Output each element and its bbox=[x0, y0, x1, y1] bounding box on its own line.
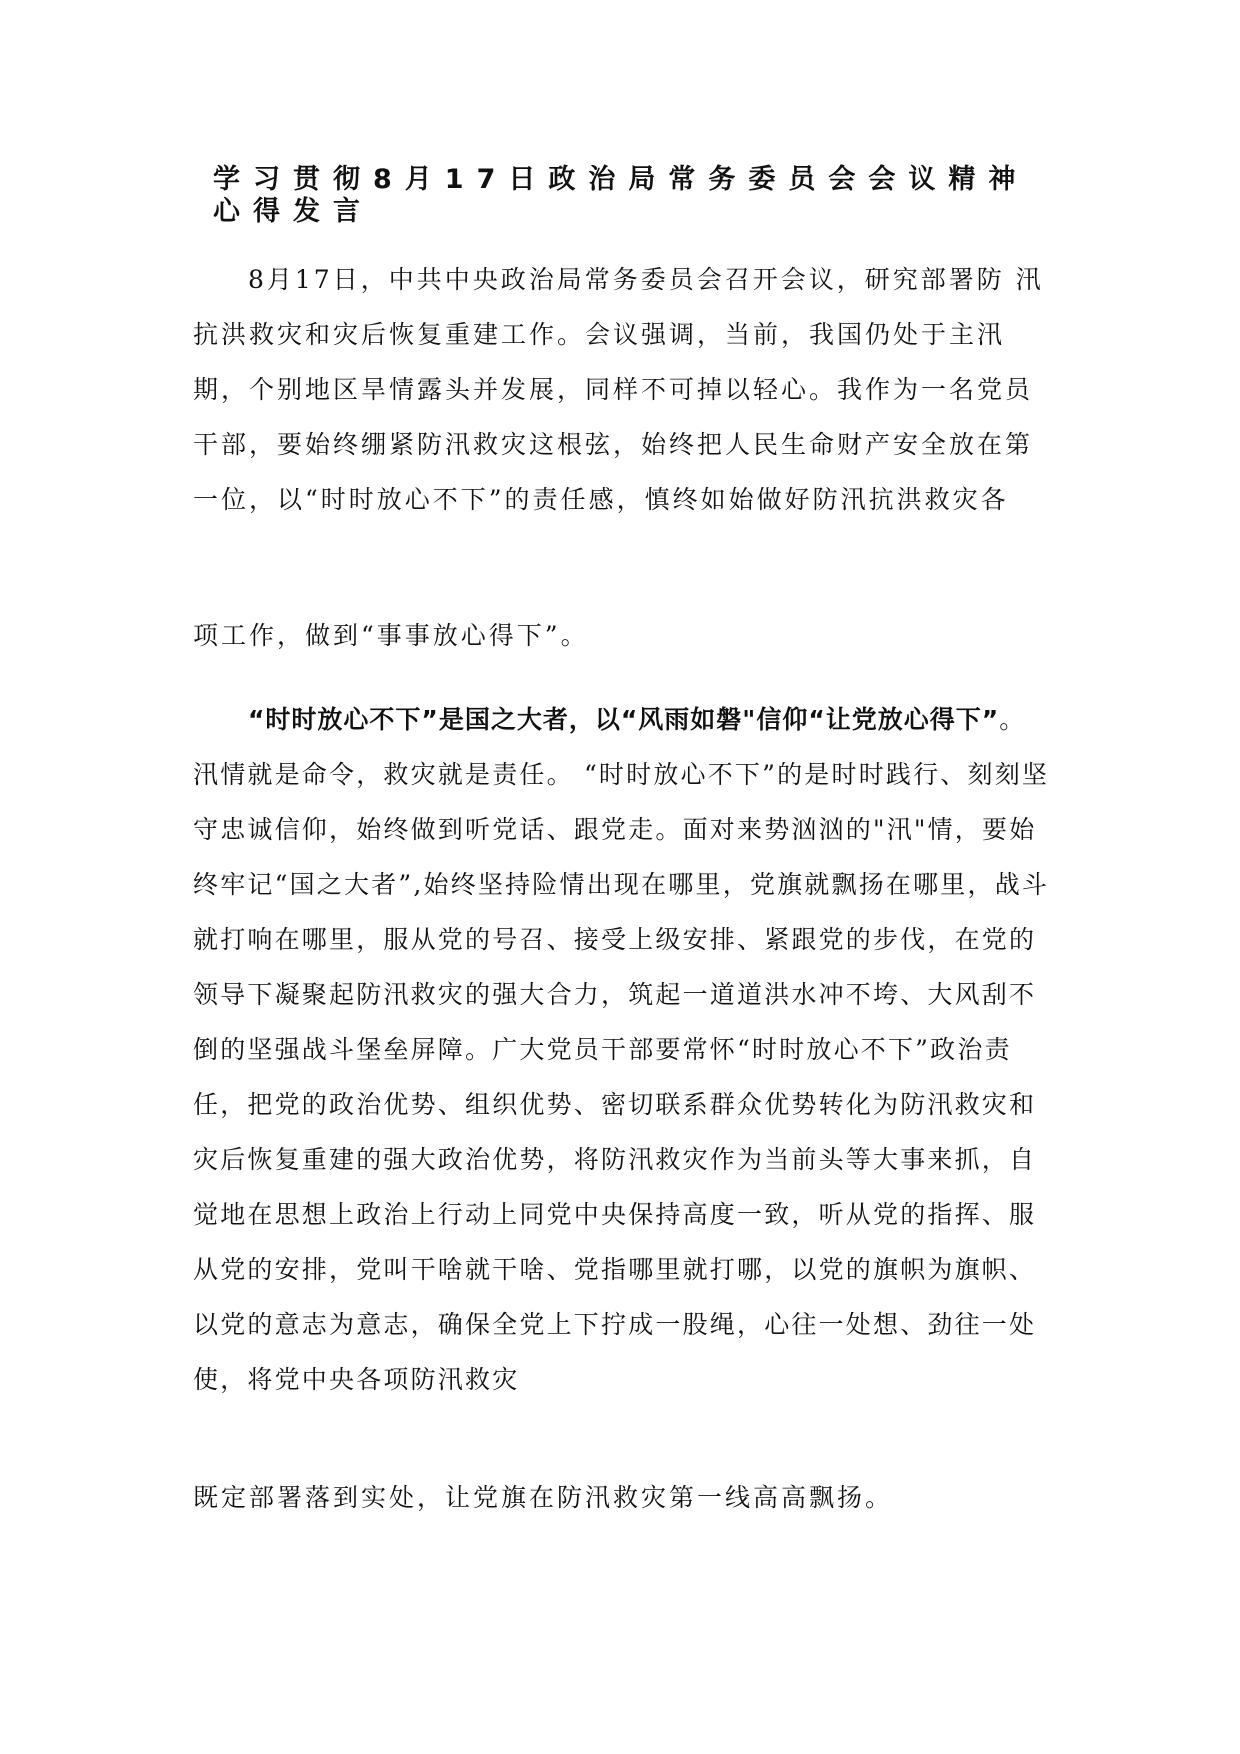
paragraph-2-continued: 既定部署落到实处，让党旗在防汛救灾第一线高高飘扬。 bbox=[193, 1483, 894, 1512]
paragraph-1-continued: 项工作，做到“事事放心得下”。 bbox=[193, 621, 589, 650]
paragraph-2 bbox=[193, 692, 1053, 1407]
paragraph-2-heading: “时时放心不下”是国之大者，以“风雨如磐"信仰“让党放心得下” bbox=[248, 705, 1000, 734]
paragraph-2-body: 。汛情就是命令，救灾就是责任。 “时时放心不下”的是时时践行、刻刻坚守忠诚信仰，始终做到听党话、跟党走。面对来势汹汹的"汛"情，要始终牢记“国之大者”,始终坚持险情出现在哪里，党旗就飘扬在哪里，战斗就打响在哪里，服从党的号召、接受上级安排、紧跟党的步伐，在党的领导下凝聚起防汛救灾的强大合力，筑起一道道洪水冲不垮、大风刮不倒的坚强战斗堡垒屏障。广大党员干部要常怀“时时放心不下”政治责任，把党的政治优势、组织优势、密切联系群众优势转化为防汛救灾和灾后恢复重建的强大政治优势，将防汛救灾作为当前头等大事来抓，自觉地在思想上政治上行动上同党中央保持高度一致，听从党的指挥、服从党的安排，党叫干啥就干啥、党指哪里就打哪，以党的旗帜为旗帜、以党的意志为意志，确保全党上下拧成一股绳，心往一处想、劲往一处使，将党中央各项防汛救灾 bbox=[193, 705, 1050, 1394]
paragraph-1 bbox=[193, 252, 1053, 527]
document-title: 学习贯彻8月17日政治局常务委员会会议精神心得发言 bbox=[213, 164, 1029, 227]
paragraph-1-text: 8月17日，中共中央政治局常务委员会召开会议，研究部署防 汛抗洪救灾和灾后恢复重建工作。会议强调，当前，我国仍处于主汛 期，个别地区旱情露头并发展，同样不可掉以轻心。我作为一名党员 干部，要始终绷紧防汛救灾这根弦，始终把人民生命财产安全放在第 一位，以“时时放心不下”的责任感，慎终如始做好防汛抗洪救灾各 bbox=[193, 265, 1044, 514]
